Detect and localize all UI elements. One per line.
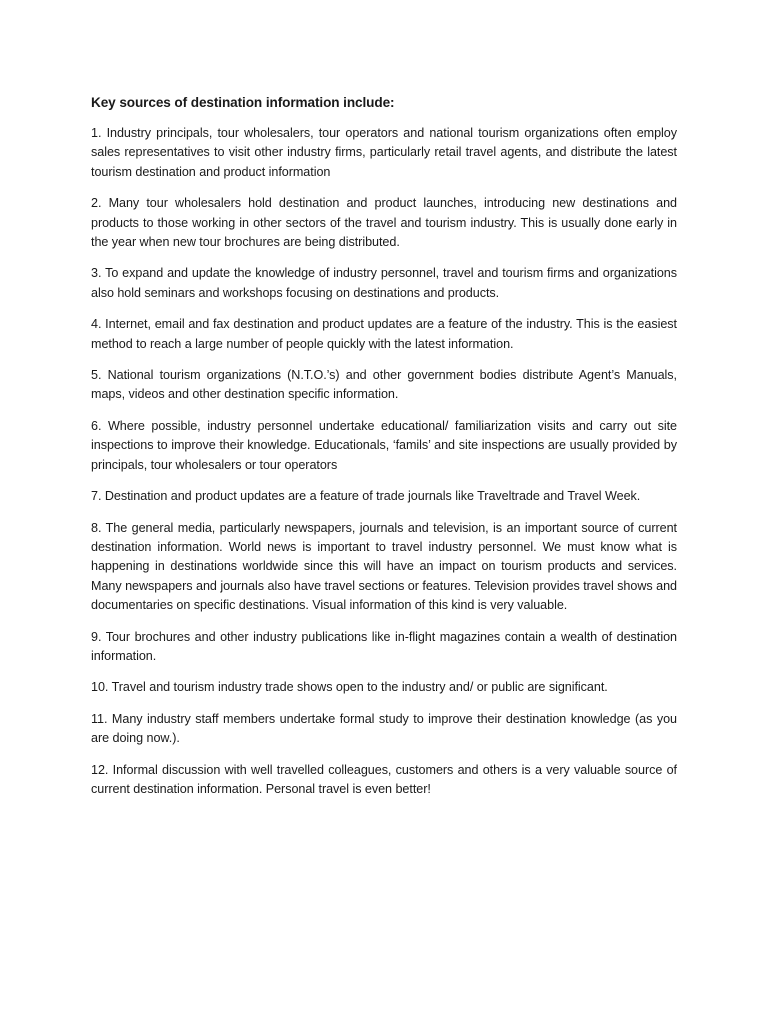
paragraph-4: 4. Internet, email and fax destination and product updates are a feature of the industry. This is the easiest method to reach a large number of people quickly with the latest information. bbox=[91, 317, 677, 351]
paragraph-12: 12. Informal discussion with well travelled colleagues, customers and others is a very valuable source of current destination information. Personal travel is even better! bbox=[91, 762, 677, 796]
paragraph-7: 7. Destination and product updates are a feature of trade journals like Traveltrade and Travel Week. bbox=[91, 489, 641, 504]
paragraph-2: 2. Many tour wholesalers hold destination and product launches, introducing new destinations and products to those working in other sectors of the travel and tourism industry. This is usually done early in the year when new tour brochures are being distributed. bbox=[91, 196, 677, 250]
paragraph-5: 5. National tourism organizations (N.T.O.’s) and other government bodies distribute Agent’s Manuals, maps, videos and other destination specific information. bbox=[91, 368, 677, 402]
paragraph-9: 9. Tour brochures and other industry publications like in-flight magazines contain a wealth of destination information. bbox=[91, 629, 677, 663]
paragraph-1: 1. Industry principals, tour wholesalers, tour operators and national tourism organizations often employ sales representatives to visit other industry firms, particularly retail travel agents, and distribute the latest tourism destination and product information bbox=[91, 126, 677, 179]
paragraph-10: 10. Travel and tourism industry trade shows open to the industry and/ or public are significant. bbox=[91, 680, 608, 695]
paragraph-8: 8. The general media, particularly newspapers, journals and television, is an important source of current destination information. World news is important to travel industry personnel. We must know what is happening in destinations worldwide since this will have an impact on tourism products and services. Many newspapers and journals also have travel sections or features. Television provides travel shows and documentaries on specific destinations. Visual information of this kind is very valuable. bbox=[91, 520, 677, 613]
paragraph-3: 3. To expand and update the knowledge of industry personnel, travel and tourism firms and organizations also hold seminars and workshops focusing on destinations and products. bbox=[91, 266, 677, 300]
document-heading: Key sources of destination information include: bbox=[91, 95, 395, 110]
document-content bbox=[91, 93, 677, 811]
paragraph-6: 6. Where possible, industry personnel undertake educational/ familiarization visits and carry out site inspections to improve their knowledge. Educationals, ‘famils’ and site inspections are usually provided by principals, tour wholesalers or tour operators bbox=[91, 418, 677, 472]
paragraph-11: 11. Many industry staff members undertake formal study to improve their destination knowledge (as you are doing now.). bbox=[91, 711, 677, 746]
